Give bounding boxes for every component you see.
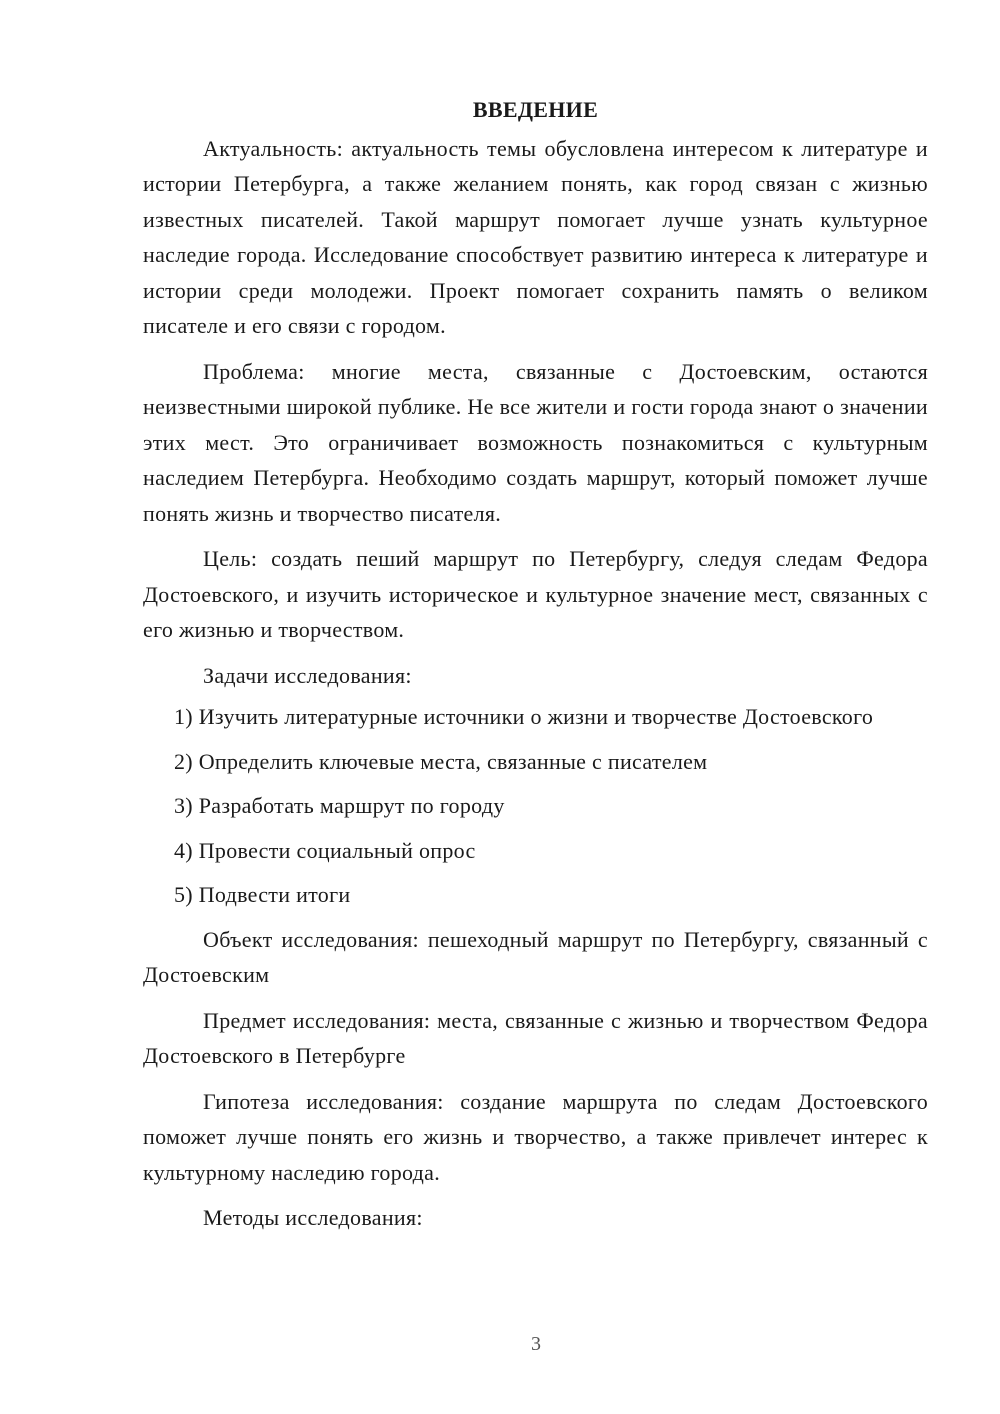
task-item-2: 2) Определить ключевые места, связанные с писателем (174, 748, 708, 774)
task-item-4: 4) Провести социальный опрос (174, 837, 476, 863)
document-page (143, 92, 928, 1246)
task-item-1: 1) Изучить литературные источники о жизни и творчестве Достоевского (174, 704, 874, 729)
paragraph-hypothesis: Гипотеза исследования: создание маршрута по следам Достоевского поможет лучше понять его жизнь и творчество, а также привлечет интерес к культурному наследию города. (143, 1088, 928, 1185)
paragraph-relevance: Актуальность: актуальность темы обусловлена интересом к литературе и истории Петербурга, а также желанием понять, как город связан с жизнью известных писателей. Такой маршрут помогает лучше узнать культурное наследие города. Исследование способствует развитию интереса к литературе и истории среди молодежи. Проект помогает сохранить память о великом писателе и его связи с городом. (143, 135, 928, 338)
paragraph-object: Объект исследования: пешеходный маршрут по Петербургу, связанный с Достоевским (143, 926, 928, 987)
tasks-list (143, 699, 928, 913)
paragraph-problem: Проблема: многие места, связанные с Достоевским, остаются неизвестными широкой публике. Не все жители и гости города знают о значении этих мест. Это ограничивает возможность познакомиться с культурным наследием Петербурга. Необходимо создать маршрут, который поможет лучше понять жизнь и творчество писателя. (143, 358, 928, 526)
paragraph-subject: Предмет исследования: места, связанные с жизнью и творчеством Федора Достоевского в Петербурге (143, 1007, 928, 1068)
task-item-5: 5) Подвести итоги (174, 882, 351, 907)
section-heading: ВВЕДЕНИЕ (472, 97, 599, 122)
page-number: 3 (531, 1333, 541, 1355)
paragraph-methods: Методы исследования: (203, 1205, 423, 1230)
task-item-3: 3) Разработать маршрут по городу (174, 793, 505, 818)
paragraph-tasks-heading: Задачи исследования: (203, 662, 412, 688)
paragraph-goal: Цель: создать пеший маршрут по Петербургу, следуя следам Федора Достоевского, и изучить историческое и культурное значение мест, связанных с его жизнью и творчеством. (143, 546, 928, 642)
